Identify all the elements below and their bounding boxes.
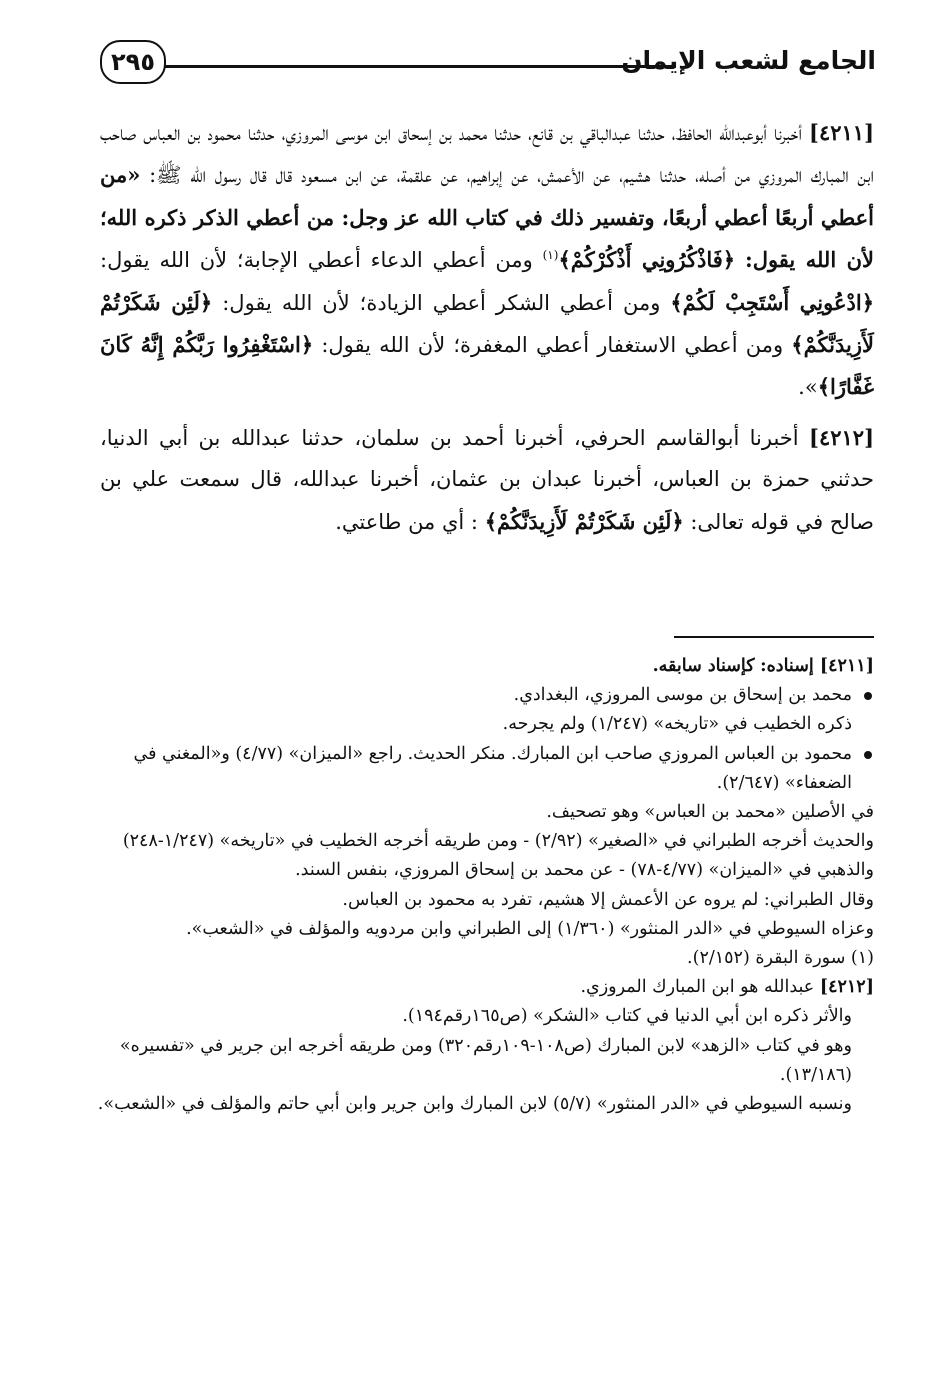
note-label: [٤٢١٢] — [819, 977, 874, 998]
footnotes — [96, 652, 874, 1119]
hadith-matn: ومن أعطي الاستغفار أعطي المغفرة؛ لأن الله يقول: — [321, 333, 784, 358]
hadith-tail: : أي من طاعتي. — [335, 509, 478, 534]
running-header — [100, 38, 876, 90]
book-title: الجامع لشعب الإيمان — [621, 46, 876, 75]
note-heading — [96, 973, 874, 1002]
note-text: عبدالله هو ابن المبارك المروزي. — [580, 977, 815, 998]
main-text — [100, 112, 874, 551]
footnote-marker[interactable]: (١) — [542, 248, 559, 263]
note-line: وقال الطبراني: لم يروه عن الأعمش إلا هشيم، تفرد به محمود بن العباس. — [342, 889, 874, 910]
hadith-4211 — [100, 112, 874, 409]
note-line: ذكره الخطيب في «تاريخه» (١/٢٤٧) ولم يجرحه. — [502, 714, 852, 735]
hadith-4212 — [100, 417, 874, 543]
page-number: ٢٩٥ — [100, 40, 166, 84]
note-line: وهو في كتاب «الزهد» لابن المبارك (ص١٠٨-١٠٩رقم٣٢٠) ومن طريقه أخرجه ابن جرير في «تفسيره» (١٣/١٨٦). — [119, 1035, 852, 1085]
footnote-1: (١) سورة البقرة (٢/١٥٢). — [687, 948, 874, 969]
quran-verse: ﴿لَئِن شَكَرْتُمْ لَأَزِيدَنَّكُمْ﴾ — [100, 289, 874, 358]
note-bullet — [96, 740, 874, 798]
bullet-icon — [864, 751, 872, 759]
hadith-number: [٤٢١١] — [809, 120, 874, 145]
note-label-rest: كإسناد سابقه. — [652, 656, 755, 676]
note-label: [٤٢١١] إسناده: — [760, 656, 874, 676]
hadith-number: [٤٢١٢] — [809, 424, 874, 450]
note-text: محمد بن إسحاق بن موسى المروزي، البغدادي. — [513, 685, 852, 706]
note-line: في الأصلين «محمد بن العباس» وهو تصحيف. — [546, 802, 874, 823]
hadith-end: ». — [798, 375, 818, 400]
note-line: والحديث أخرجه الطبراني في «الصغير» (٢/٩٢) - ومن طريقه أخرجه الخطيب في «تاريخه» (١/٢٤٧-٢٤٨) والذهبي في «الميزان» (٤/٧٧-٧٨) - عن محمد بن إسحاق المروزي، بنفس السند. — [122, 831, 874, 881]
quran-verse: ﴿اسْتَغْفِرُوا رَبَّكُمْ إِنَّهُ كَانَ غَفَّارًا﴾ — [100, 332, 874, 400]
hadith-matn: «من أعطي أربعًا أعطي أربعًا، وتفسير ذلك في كتاب الله عز وجل: من أعطي الذكر ذكره الله؛ لأن الله يقول: — [100, 162, 875, 273]
note-bullet — [96, 681, 874, 710]
hadith-matn: ومن أعطي الدعاء أعطي الإجابة؛ لأن الله يقول: — [100, 248, 533, 273]
note-line: والأثر ذكره ابن أبي الدنيا في كتاب «الشكر» (ص١٦٥رقم١٩٤). — [402, 1006, 852, 1027]
quran-verse: ﴿فَاذْكُرُونِي أَذْكُرْكُمْ﴾ — [558, 247, 736, 273]
quran-verse: ﴿ادْعُونِي أَسْتَجِبْ لَكُمْ﴾ — [670, 289, 875, 315]
note-line: ونسبه السيوطي في «الدر المنثور» (٥/٧) لابن المبارك وابن جرير وابن أبي حاتم والمؤلف في «الشعب». — [97, 1094, 852, 1115]
footnote-separator — [674, 636, 874, 638]
hadith-isnad: أخبرنا أبوالقاسم الحرفي، أخبرنا أحمد بن سلمان، حدثنا عبدالله بن أبي الدنيا، حدثني حمزة بن العباس، أخبرنا عبدان بن عثمان، أخبرنا عبدالله، قال سمعت علي بن صالح في قوله تعالى: — [100, 425, 874, 534]
bullet-icon — [864, 692, 872, 700]
hadith-isnad: أخبرنا أبوعبدالله الحافظ، حدثنا عبدالباقي بن قانع، حدثنا محمد بن إسحاق ابن موسى المروزي، حدثنا محمود بن العباس صاحب ابن المبارك المروزي من أصله، حدثنا هشيم، عن الأعمش، عن إبراهيم، عن علقمة، عن ابن مسعود قال قال رسول الله ﷺ: — [100, 121, 874, 188]
note-text: محمود بن العباس المروزي صاحب ابن المبارك. منكر الحديث. راجع «الميزان» (٤/٧٧) و«المغني في الضعفاء» (٢/٦٤٧). — [133, 743, 852, 793]
note-line: وعزاه السيوطي في «الدر المنثور» (١/٣٦٠) إلى الطبراني وابن مردويه والمؤلف في «الشعب». — [186, 918, 874, 939]
hadith-matn: ومن أعطي الشكر أعطي الزيادة؛ لأن الله يقول: — [222, 290, 661, 315]
quran-verse: ﴿لَئِن شَكَرْتُمْ لَأَزِيدَنَّكُمْ﴾ — [484, 508, 684, 534]
header-rule — [164, 65, 676, 68]
note-heading — [96, 652, 874, 681]
